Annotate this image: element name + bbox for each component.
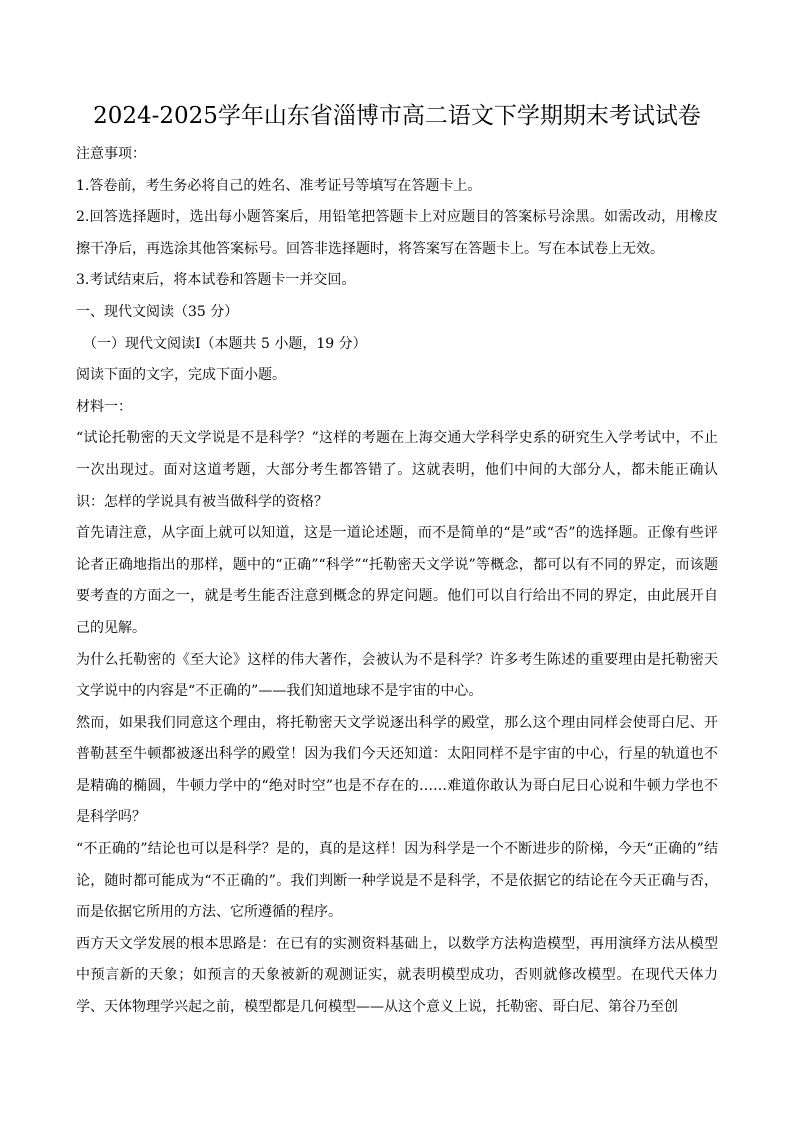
notice-item-1: 1.答卷前，考生务必将自己的姓名、准考证号等填写在答题卡上。 (76, 177, 482, 194)
notice-item-2: 2.回答选择题时，选出每小题答案后，用铅笔把答题卡上对应题目的答案标号涂黑。如需改动，用橡皮擦干净后，再选涂其他答案标号。回答非选择题时，将答案写在答题卡上。写在本试卷上无效。 (76, 209, 718, 257)
passage-paragraph-5: “不正确的”结论也可以是科学？是的，真的是这样！因为科学是一个不断进步的阶梯，今天“正确的”结论，随时都可能成为“不正确的”。我们判断一种学说是不是科学，不是依据它的结论在今天正确与否，而是依据它所用的方法、它所遵循的程序。 (76, 841, 718, 921)
reading-instruction: 阅读下面的文字，完成下面小题。 (76, 367, 286, 384)
material-label: 材料一： (76, 398, 132, 415)
passage-paragraph-3: 为什么托勒密的《至大论》这样的伟大著作，会被认为不是科学？许多考生陈述的重要理由是托勒密天文学说中的内容是“不正确的”——我们知道地球不是宇宙的中心。 (76, 651, 718, 700)
passage-paragraph-2: 首先请注意，从字面上就可以知道，这是一道论述题，而不是简单的“是”或“否”的选择题。正像有些评论者正确地指出的那样，题中的“正确”“科学”“托勒密天文学说”等概念，都可以有不同的界定，而该题要考查的方面之一，就是考生能否注意到概念的界定问题。他们可以自行给出不同的界定，由此展开自己的见解。 (76, 525, 718, 636)
exam-body (76, 139, 718, 1024)
section-heading: 一、现代文阅读（35 分） (76, 303, 239, 320)
passage-paragraph-4: 然而，如果我们同意这个理由，将托勒密天文学说逐出科学的殿堂，那么这个理由同样会使哥白尼、开普勒甚至牛顿都被逐出科学的殿堂！因为我们今天还知道：太阳同样不是宇宙的中心，行星的轨道也不是精确的椭圆，牛顿力学中的“绝对时空”也是不存在的……难道你敢认为哥白尼日心说和牛顿力学也不是科学吗？ (76, 714, 718, 826)
notice-item-3: 3.考试结束后，将本试卷和答题卡一并交回。 (76, 272, 356, 289)
passage-paragraph-1: “试论托勒密的天文学说是不是科学？”这样的考题在上海交通大学科学史系的研究生入学考试中，不止一次出现过。面对这道考题，大部分考生都答错了。这就表明，他们中间的大部分人，都未能正确认识：怎样的学说具有被当做科学的资格？ (76, 430, 718, 510)
exam-title: 2024-2025学年山东省淄博市高二语文下学期期末考试试卷 (93, 103, 701, 129)
passage-paragraph-6: 西方天文学发展的根本思路是：在已有的实测资料基础上，以数学方法构造模型，再用演绎方法从模型中预言新的天象；如预言的天象被新的观测证实，就表明模型成功，否则就修改模型。在现代天体力学、天体物理学兴起之前，模型都是几何模型——从这个意义上说，托勒密、哥白尼、第谷乃至创 (76, 935, 718, 1016)
notice-heading: 注意事项： (76, 146, 146, 162)
subsection-heading: （一）现代文阅读Ⅰ（本题共 5 小题，19 分） (83, 335, 367, 352)
